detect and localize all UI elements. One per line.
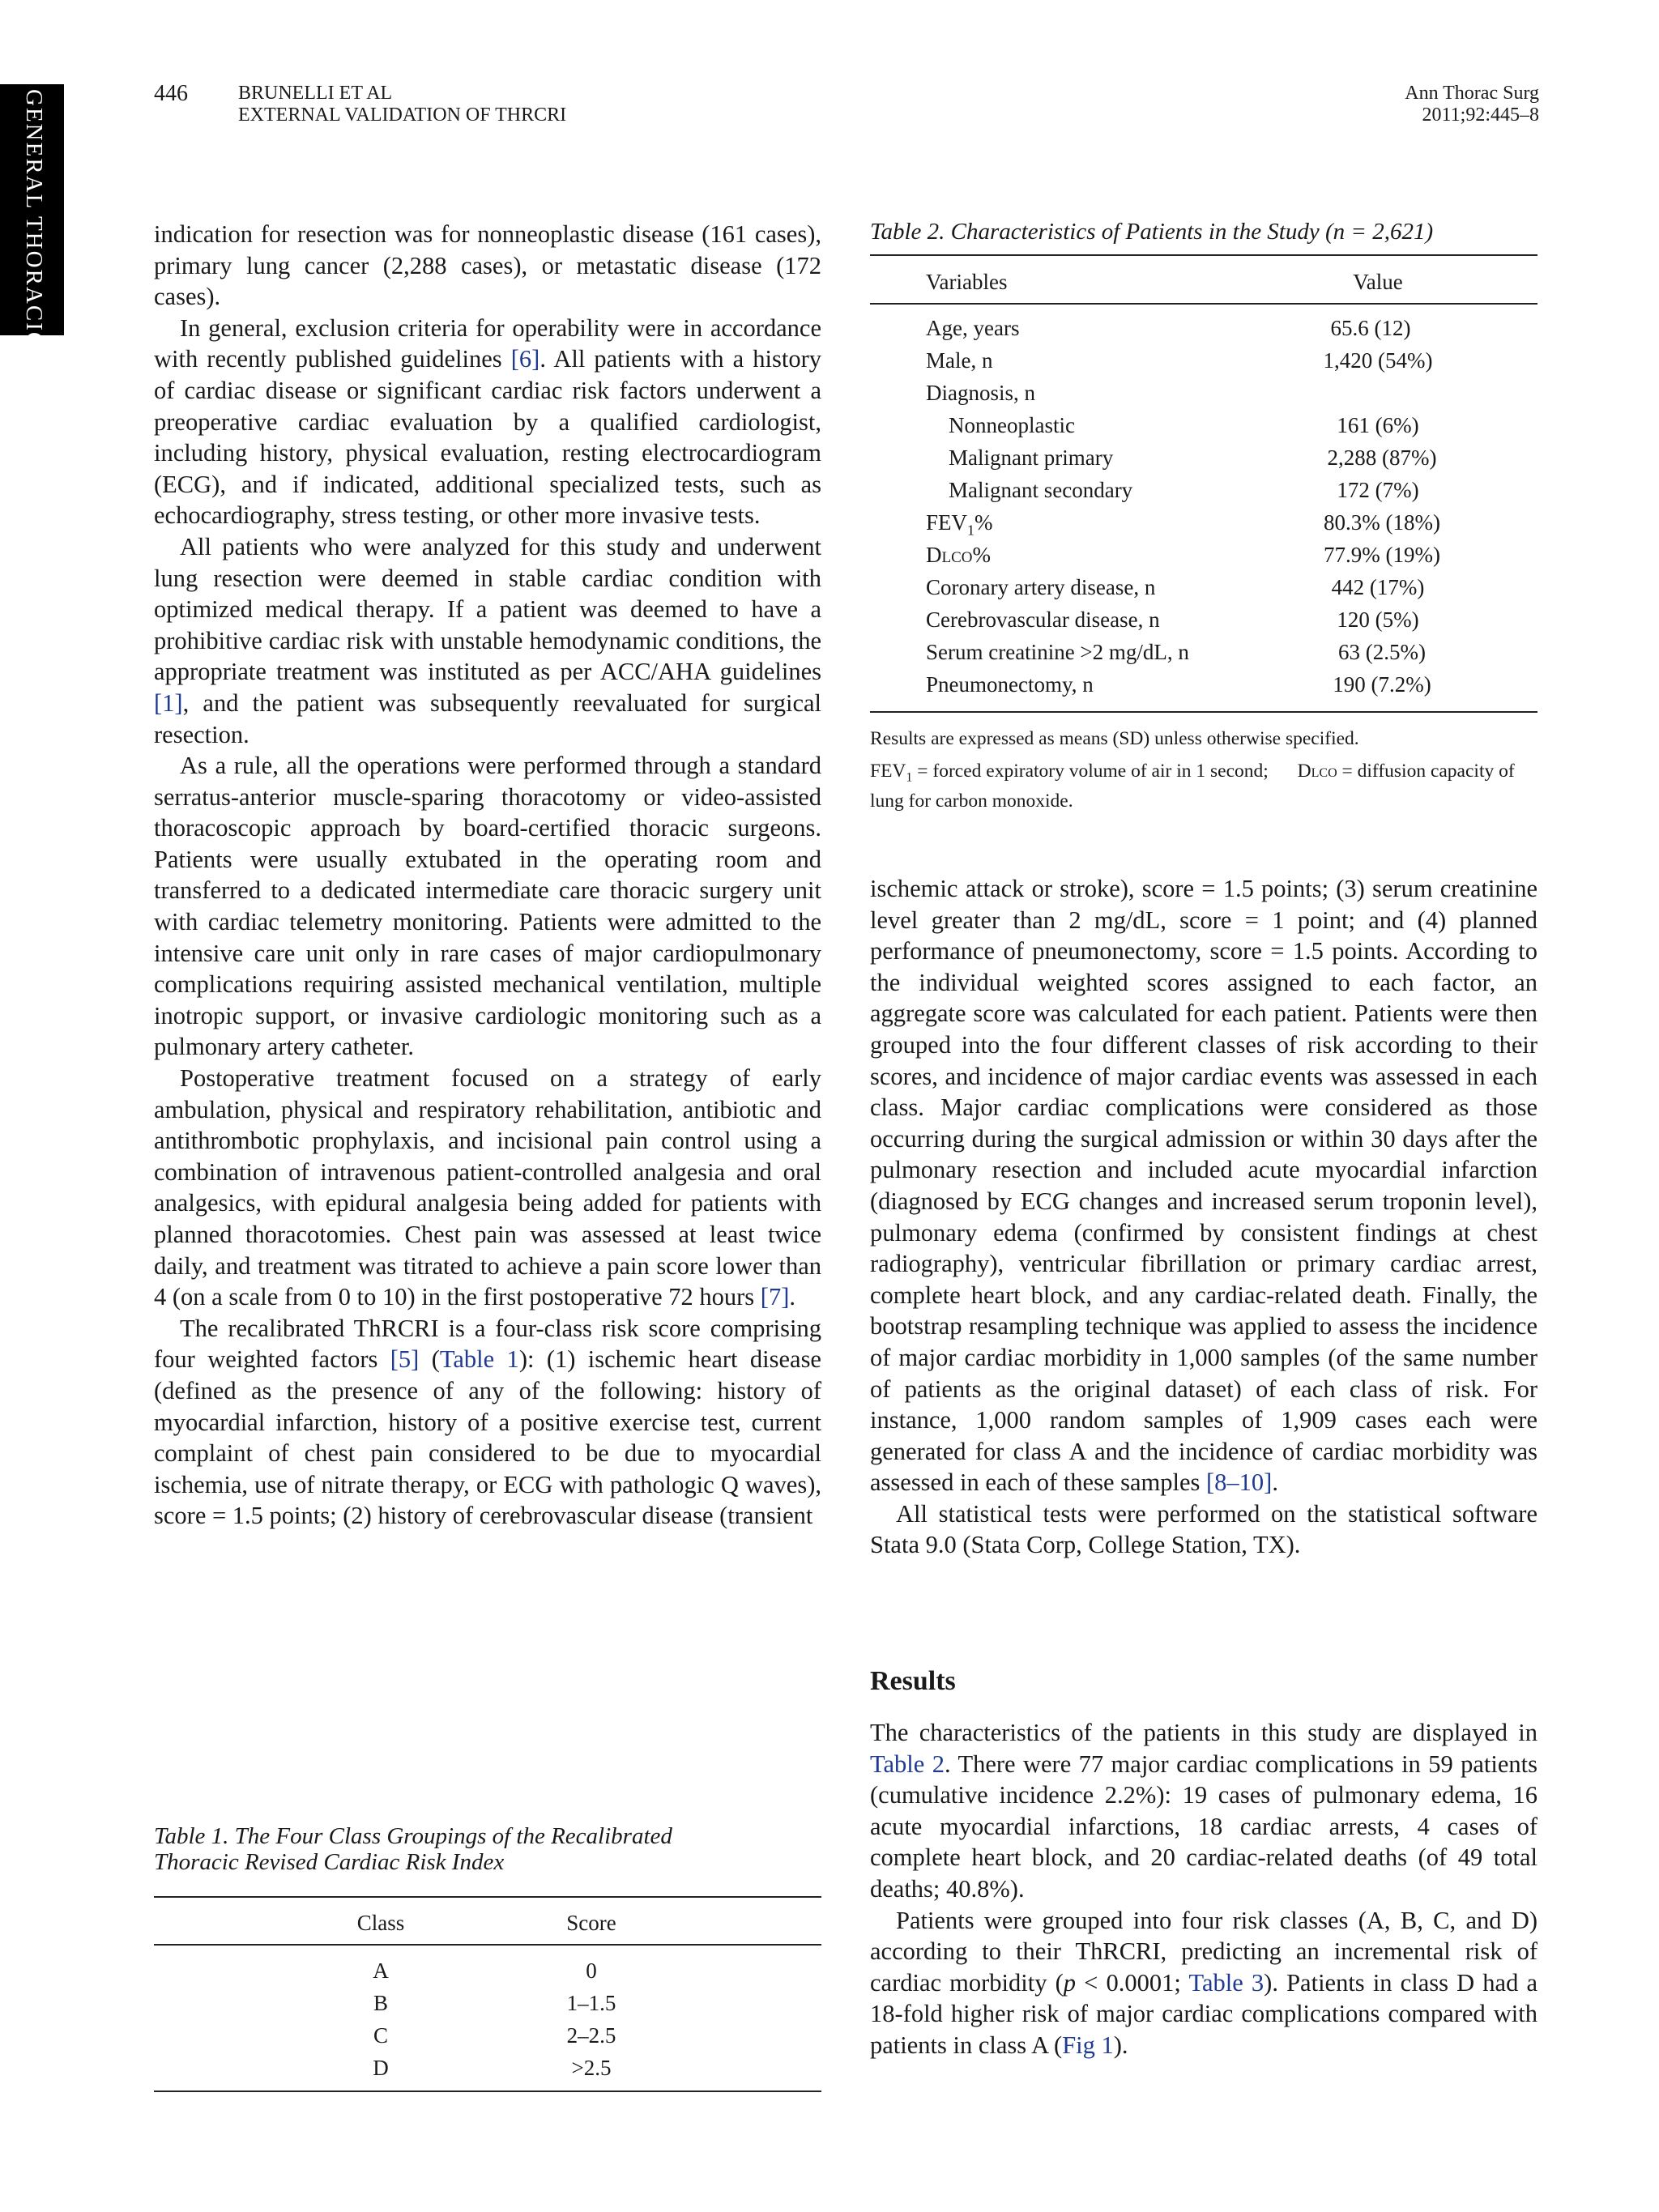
citation-link[interactable]: [7] [760,1283,790,1311]
paragraph: indication for resection was for nonneoplastic disease (161 cases), primary lung cancer (2,288 cases), or metastatic disease (172 cases). [154,220,821,311]
table1-top-rule [154,1896,821,1898]
left-column [154,219,821,1532]
table2-row-value: 442 (17%) [1331,575,1425,599]
table1-header-rule [154,1944,821,1946]
results-section [870,1717,1537,2061]
table2-header-variables: Variables [926,270,1008,294]
side-tab-label: GENERAL THORACIC [21,89,47,350]
table1-class-cell: B [373,1991,388,2015]
table-link[interactable]: Table 3 [1188,1968,1265,1997]
table2-footnote: Results are expressed as means (SD) unless otherwise specified. [870,728,1359,749]
table2-row-value: 77.9% (19%) [1324,543,1440,567]
table1-score-cell: >2.5 [571,2056,612,2080]
table1-bottom-rule [154,2091,821,2092]
paragraph: All patients who were analyzed for this study and underwent lung resection were deemed in stable cardiac condition with optimized medical therapy. If a patient was deemed to have a prohibitive cardiac risk with unstable hemodynamic conditions, the appropriate treatment was instituted as per ACC/AHA guidelines [1], and the patient was subsequently reevaluated for surgical resection. [154,532,821,748]
table1-score-cell: 1–1.5 [566,1991,616,2015]
table2-row-value: 172 (7%) [1337,478,1419,502]
table1-header-score: Score [566,1911,616,1935]
paragraph: In general, exclusion criteria for operability were in accordance with recently published guidelines [6]. All patients with a history of cardiac disease or significant cardiac risk factors underwent a preoperative cardiac evaluation by a qualified cardiologist, including history, physical evaluation, resting electrocardiogram (ECG), and if indicated, additional specialized tests, such as echocardiography, stress testing, or other more invasive tests. [154,313,821,530]
table2-row-label: Male, n [926,348,993,373]
page-number: 446 [154,81,188,106]
citation-link[interactable]: [5] [390,1345,420,1374]
table2-caption: Table 2. Characteristics of Patients in the Study (n = 2,621) [870,219,1434,245]
table1-caption: Table 1. The Four Class Groupings of the Recalibrated Thoracic Revised Cardiac Risk Index [154,1823,672,1875]
paragraph: Postoperative treatment focused on a strategy of early ambulation, physical and respiratory rehabilitation, antibiotic and antithrombotic prophylaxis, and incisional pain control using a combination of intravenous patient-controlled analgesia and oral analgesics, with epidural analgesia being added for patients with planned thoracotomies. Chest pain was assessed at least twice daily, and treatment was titrated to achieve a pain score lower than 4 (on a scale from 0 to 10) in the first postoperative 72 hours [7]. [154,1064,821,1311]
citation-link[interactable]: [1] [154,688,183,717]
table2-row-value: 2,288 (87%) [1327,445,1437,470]
table2-row-value: 161 (6%) [1337,413,1419,437]
table2-row-value: 1,420 (54%) [1323,348,1433,373]
right-column [870,873,1537,1561]
running-head-authors: BRUNELLI ET AL [238,83,393,104]
running-head-title: EXTERNAL VALIDATION OF THRCRI [238,104,567,126]
table2-row-label: Nonneoplastic [949,413,1075,437]
table1-class-cell: C [373,2023,388,2048]
table2-row-label: Diagnosis, n [926,381,1035,405]
table2-row-label: Serum creatinine >2 mg/dL, n [926,640,1189,664]
table2-header-value: Value [1353,270,1403,294]
table2-row-value: 80.3% (18%) [1324,510,1440,535]
results-heading: Results [870,1666,956,1696]
table2-row-value: 120 (5%) [1337,607,1419,632]
running-head-right [1405,83,1539,126]
table2-row-label: Malignant primary [949,445,1114,470]
table1-class-cell: A [373,1958,389,1983]
paragraph: ischemic attack or stroke), score = 1.5 points; (3) serum creatinine level greater than 2 mg/dL, score = 1 point; and (4) planned performance of pneumonectomy, score = 1.5 points. According to the individual weighted scores assigned to each factor, an aggregate score was calculated for each patient. Patients were then grouped into the four different classes of risk according to their scores, and incidence of major cardiac events was assessed in each class. Major cardiac complications were considered as those occurring during the surgical admission or within 30 days after the pulmonary resection and included acute myocardial infarction (diagnosed by ECG changes and increased serum troponin level), pulmonary edema (confirmed by consistent findings at chest radiography), ventricular fibrillation or primary cardiac arrest, complete heart block, and any cardiac-related death. Finally, the bootstrap resampling technique was applied to assess the incidence of major cardiac morbidity in 1,000 samples (of the same number of patients as the original dataset) of each class of risk. For instance, 1,000 random samples of 1,909 cases each were generated for class A and the incidence of cardiac morbidity was assessed in each of these samples [8–10]. [870,875,1537,1497]
table1-class-cell: D [373,2056,389,2080]
table2-row-label: Age, years [926,316,1020,340]
table1-header-class: Class [356,1911,405,1935]
citation-link[interactable]: [8–10] [1206,1468,1273,1497]
table2-row-value: 190 (7.2%) [1333,672,1431,697]
journal-citation: 2011;92:445–8 [1422,104,1539,126]
paragraph: All statistical tests were performed on the statistical software Stata 9.0 (Stata Corp, College Station, TX). [870,1499,1537,1559]
table2-row-label: Malignant secondary [949,478,1133,502]
figure-link[interactable]: Fig 1 [1062,2031,1114,2059]
table2-row-value: 65.6 (12) [1330,316,1411,340]
journal-name: Ann Thorac Surg [1405,83,1539,104]
table-link[interactable]: Table 2 [870,1750,945,1778]
table2-row-label: Dlco% [926,543,991,567]
paragraph: As a rule, all the operations were performed through a standard serratus-anterior muscle-sparing thoracotomy or video-assisted thoracoscopic approach by board-certified thoracic surgeons. Patients were usually extubated in the operating room and transferred to a dedicated intermediate care thoracic surgery unit with cardiac telemetry monitoring. Patients were admitted to the intensive care unit only in rare cases of major cardiopulmonary complications requiring assisted mechanical ventilation, multiple inotropic support, or invasive cardiologic monitoring such as a pulmonary artery catheter. [154,752,821,1061]
table2-footnote-abbrev: $FEV_1$ = forced expiratory volume of air in 1 second; Dlco = diffusion capacity of lung for carbon monoxide. [870,761,1515,812]
citation-link[interactable]: [6] [510,345,540,373]
table2-bottom-rule [870,711,1537,713]
table2-row-label: $FEV_1\%$ [926,510,993,539]
table2-row-value: 63 (2.5%) [1338,640,1426,664]
table2-header-rule [870,303,1537,305]
running-head-left [238,83,566,126]
paragraph: Patients were grouped into four risk classes (A, B, C, and D) according to their ThRCRI, predicting an incremental risk of cardiac morbidity (p < 0.0001; Table 3). Patients in class D had a 18-fold higher risk of major cardiac complications compared with patients in class A (Fig 1). [870,1906,1537,2059]
table1-score-cell: 0 [586,1958,597,1983]
paragraph: The recalibrated ThRCRI is a four-class risk score comprising four weighted factors [5] (Table 1): (1) ischemic heart disease (defined as the presence of any of the following: history of myocardial infarction, history of a positive exercise test, current complaint of chest pain considered to be due to myocardial ischemia, use of nitrate therapy, or ECG with pathologic Q waves), score = 1.5 points; (2) history of cerebrovascular disease (transient [154,1314,821,1530]
section-side-tab [0,84,64,350]
paragraph: The characteristics of the patients in this study are displayed in Table 2. There were 77 major cardiac complications in 59 patients (cumulative incidence 2.2%): 19 cases of pulmonary edema, 16 acute myocardial infarctions, 18 cardiac arrests, 4 cases of complete heart block, and 20 cardiac-related deaths (of 49 total deaths; 40.8%). [870,1719,1537,1903]
table2-row-label: Cerebrovascular disease, n [926,607,1160,632]
table2-row-label: Coronary artery disease, n [926,575,1156,599]
table1-score-cell: 2–2.5 [566,2023,616,2048]
table2-top-rule [870,254,1537,256]
table-link[interactable]: Table 1 [439,1345,519,1374]
table2-row-label: Pneumonectomy, n [926,672,1094,697]
